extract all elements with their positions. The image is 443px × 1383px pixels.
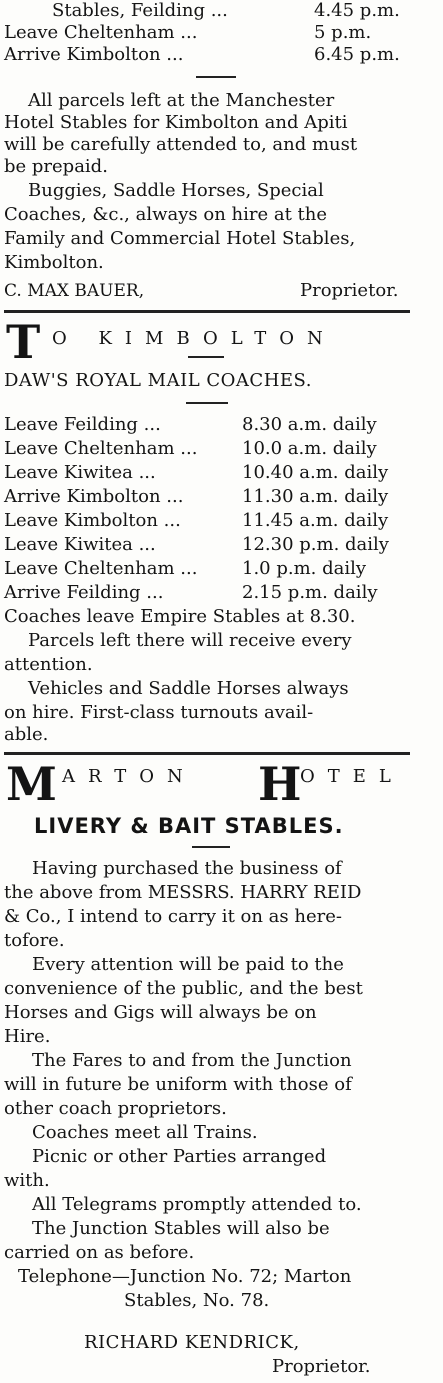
ad-text-line: other coach proprietors.: [4, 1098, 227, 1119]
timetable-stop: Arrive Kimbolton ...: [4, 44, 184, 65]
timetable-stop: Leave Feilding ...: [4, 414, 161, 435]
ad-text-line: the above from MESSRS. HARRY REID: [4, 882, 362, 903]
ad-text-line: Picnic or other Parties arranged: [32, 1146, 327, 1167]
ad-text-line: Hire.: [4, 1026, 51, 1047]
timetable-row: [4, 22, 414, 44]
ad-text-line: attention.: [4, 654, 93, 675]
ad-text-line: Stables, No. 78.: [124, 1290, 270, 1311]
proprietor-title: Proprietor.: [272, 1356, 371, 1377]
subheading: DAW'S ROYAL MAIL COACHES.: [4, 370, 312, 391]
heading-text: O KIMBOLTON: [52, 328, 336, 349]
heading-initial: M: [6, 757, 57, 811]
heading-text: ARTON: [62, 766, 196, 787]
timetable-time: 1.0 p.m. daily: [242, 558, 367, 579]
proprietor-name: C. MAX BAUER,: [4, 281, 145, 301]
short-divider: [186, 402, 228, 404]
ad-text-line: on hire. First-class turnouts avail-: [4, 702, 314, 723]
heading-initial: T: [6, 315, 41, 369]
timetable-row: [4, 0, 414, 22]
ad-text-line: Coaches, &c., always on hire at the: [4, 204, 328, 225]
timetable-time: 11.45 a.m. daily: [242, 510, 389, 531]
timetable-row: [4, 534, 414, 556]
ad-text-line: The Junction Stables will also be: [32, 1218, 330, 1239]
timetable-time: 11.30 a.m. daily: [242, 486, 389, 507]
timetable-time: 10.40 a.m. daily: [242, 462, 389, 483]
ad-text-line: Telephone—Junction No. 72; Marton: [18, 1266, 352, 1287]
ad-text-line: Coaches meet all Trains.: [32, 1122, 258, 1143]
timetable-stop: Arrive Feilding ...: [4, 582, 164, 603]
ad-text-line: All parcels left at the Manchester: [28, 90, 335, 111]
ad-text-line: will in future be uniform with those of: [4, 1074, 352, 1095]
ad-text-line: Horses and Gigs will always be on: [4, 1002, 317, 1023]
timetable-stop: Leave Kiwitea ...: [4, 534, 156, 555]
ad-text-line: Vehicles and Saddle Horses always: [28, 678, 349, 699]
heading-initial: H: [258, 757, 302, 811]
proprietor-name: RICHARD KENDRICK,: [84, 1332, 300, 1353]
ad-text-line: Family and Commercial Hotel Stables,: [4, 228, 356, 249]
timetable-row: [4, 438, 414, 460]
ad-text-line: tofore.: [4, 930, 65, 951]
short-divider: [196, 76, 236, 78]
timetable-stop: Leave Cheltenham ...: [4, 438, 198, 459]
timetable-time: 2.15 p.m. daily: [242, 582, 378, 603]
ad-text-line: Coaches leave Empire Stables at 8.30.: [4, 606, 356, 627]
ad-text-line: able.: [4, 724, 49, 745]
timetable-time: 4.45 p.m.: [314, 0, 400, 21]
ad-text-line: & Co., I intend to carry it on as here-: [4, 906, 342, 927]
ad-text-line: Having purchased the business of: [32, 858, 342, 879]
timetable-time: 5 p.m.: [314, 22, 372, 43]
timetable-stop: Leave Kiwitea ...: [4, 462, 156, 483]
timetable-time: 10.0 a.m. daily: [242, 438, 377, 459]
subheading: LIVERY & BAIT STABLES.: [34, 814, 344, 838]
timetable-stop: Leave Cheltenham ...: [4, 22, 198, 43]
timetable-row: [4, 44, 414, 66]
ad-text-line: Parcels left there will receive every: [28, 630, 352, 651]
timetable-row: [4, 510, 414, 532]
timetable-time: 8.30 a.m. daily: [242, 414, 377, 435]
timetable-stop: Arrive Kimbolton ...: [4, 486, 184, 507]
timetable-stop: Leave Cheltenham ...: [4, 558, 198, 579]
ad-text-line: Kimbolton.: [4, 252, 104, 273]
timetable-row: [4, 462, 414, 484]
timetable-row: [4, 414, 414, 436]
ad-text-line: carried on as before.: [4, 1242, 195, 1263]
ad-text-line: All Telegrams promptly attended to.: [32, 1194, 362, 1215]
ad-text-line: convenience of the public, and the best: [4, 978, 363, 999]
ad-text-line: The Fares to and from the Junction: [32, 1050, 352, 1071]
section-divider: [4, 310, 410, 313]
timetable-row: [4, 582, 414, 604]
ad-text-line: will be carefully attended to, and must: [4, 134, 358, 155]
ad-text-line: Buggies, Saddle Horses, Special: [28, 180, 324, 201]
timetable-stop: Stables, Feilding ...: [52, 0, 228, 21]
ad-text-line: Hotel Stables for Kimbolton and Apiti: [4, 112, 348, 133]
ad-text-line: be prepaid.: [4, 156, 108, 177]
section-divider: [4, 752, 410, 755]
ad-text-line: Every attention will be paid to the: [32, 954, 344, 975]
ad-text-line: with.: [4, 1170, 50, 1191]
short-divider: [188, 356, 224, 358]
heading-text: OTEL: [300, 766, 404, 787]
timetable-time: 12.30 p.m. daily: [242, 534, 389, 555]
timetable-time: 6.45 p.m.: [314, 44, 400, 65]
timetable-row: [4, 486, 414, 508]
proprietor-title: Proprietor.: [300, 280, 399, 301]
timetable-stop: Leave Kimbolton ...: [4, 510, 181, 531]
timetable-row: [4, 558, 414, 580]
short-divider: [192, 846, 230, 848]
